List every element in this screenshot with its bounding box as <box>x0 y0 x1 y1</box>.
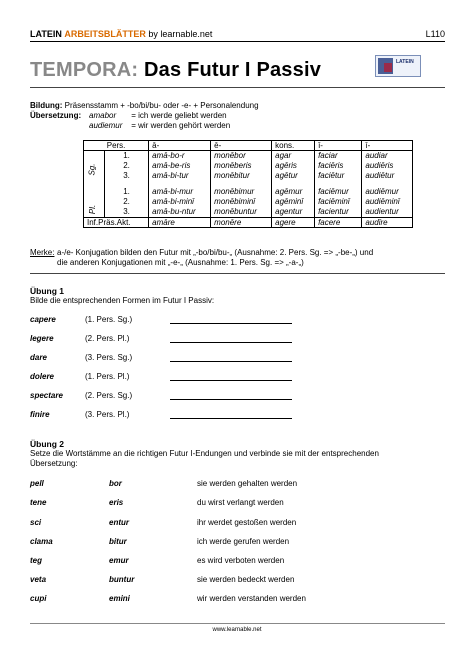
table-row-plural <box>84 181 413 218</box>
uebung2-stem[interactable]: clama <box>30 537 53 546</box>
uebung1-instruction: Bilde die entsprechenden Formen im Futur I Passiv: <box>30 296 215 305</box>
plural-persons: 1. 2. 3. <box>105 181 149 218</box>
example-text-1: = ich werde geliebt werden <box>131 111 227 120</box>
uebung1-word: dolere <box>30 372 55 381</box>
infinitive-i: facere <box>315 218 362 228</box>
number-label-cell <box>84 151 105 218</box>
table-header-a: ā- <box>149 141 211 151</box>
uebung1-item <box>30 410 300 422</box>
table-header-i-2: ī- <box>362 141 413 151</box>
header-by: by learnable.net <box>148 29 213 39</box>
table-header-pers: Pers. <box>84 141 149 151</box>
merke-line-2: die anderen Konjugationen mit „-e-„ (Ausnahme: 1. Pers. Sg. => „-a-„) <box>57 258 304 267</box>
uebung1-item <box>30 315 300 327</box>
footer-url: www.learnable.net <box>212 627 262 633</box>
uebung1-item <box>30 334 300 346</box>
title-futur: Das Futur I Passiv <box>144 59 322 81</box>
form-e-plural: monēbimur monēbiminī monēbuntur <box>211 181 272 218</box>
singular-persons: 1. 2. 3. <box>105 151 149 182</box>
example-word-1: amabor <box>89 111 117 120</box>
bildung-line <box>30 101 259 110</box>
title-divider <box>30 87 445 88</box>
uebung2-translation[interactable]: sie werden gehalten werden <box>197 479 298 488</box>
uebung2-title: Übung 2 <box>30 439 64 449</box>
header-latein: LATEIN <box>30 29 62 39</box>
uebung2-instruction-1: Setze die Wortstämme an die richtigen Futur I-Endungen und verbinde sie mit der entsprechenden <box>30 449 379 458</box>
example-word-2: audiemur <box>89 121 123 130</box>
form-kons-plural: agēmur agēminī agentur <box>272 181 315 218</box>
form-i2-plural: audiēmur audiēminī audientur <box>362 181 413 218</box>
form-a-singular: amā-bo-r amā-be-ris amā-bi-tur <box>149 151 211 182</box>
answer-line[interactable] <box>170 380 292 381</box>
table-row-infinitive <box>84 218 413 228</box>
uebung2-row <box>30 556 410 568</box>
uebung2-stem[interactable]: sci <box>30 518 42 527</box>
uebung2-ending[interactable]: emini <box>109 594 130 603</box>
logo-text: LATEIN <box>396 59 414 65</box>
uebung2-row <box>30 498 410 510</box>
learnable-logo <box>375 55 421 77</box>
singular-label: Sg. <box>87 163 97 176</box>
uebung2-translation[interactable]: sie werden bedeckt werden <box>197 575 295 584</box>
uebung1-person: (1. Pers. Sg.) <box>85 315 133 324</box>
page-title <box>30 59 321 82</box>
answer-line[interactable] <box>170 418 292 419</box>
uebung2-row <box>30 575 410 587</box>
uebung1-item <box>30 353 300 365</box>
uebung2-translation[interactable]: ich werde gerufen werden <box>197 537 290 546</box>
table-header-e: ē- <box>211 141 272 151</box>
merke-line-1: a-/e- Konjugation bilden den Futur mit „-bo/bi/bu-„ (Ausnahme: 2. Pers. Sg. => „-be-„) und <box>57 248 374 257</box>
uebung2-translation[interactable]: wir werden verstanden werden <box>197 594 306 603</box>
form-i-plural: faciēmur faciēminī facientur <box>315 181 362 218</box>
uebung1-item <box>30 391 300 403</box>
form-e-singular: monēbor monēberis monēbitur <box>211 151 272 182</box>
conjugation-table <box>83 140 413 228</box>
page-header <box>30 29 445 39</box>
uebung1-person: (1. Pers. Pl.) <box>85 372 130 381</box>
infinitive-kons: agere <box>272 218 315 228</box>
uebung2-ending[interactable]: bitur <box>109 537 127 546</box>
infinitive-label: Inf.Präs.Akt. <box>84 218 149 228</box>
answer-line[interactable] <box>170 399 292 400</box>
infinitive-e: monēre <box>211 218 272 228</box>
uebung2-row <box>30 518 410 530</box>
uebung1-word: legere <box>30 334 54 343</box>
uebung2-stem[interactable]: cupi <box>30 594 47 603</box>
uebung2-ending[interactable]: entur <box>109 518 129 527</box>
footer-divider <box>30 623 445 624</box>
uebung1-title: Übung 1 <box>30 286 64 296</box>
uebung2-ending[interactable]: eris <box>109 498 124 507</box>
uebung2-stem[interactable]: veta <box>30 575 47 584</box>
uebung1-person: (2. Pers. Pl.) <box>85 334 130 343</box>
infinitive-i2: audīre <box>362 218 413 228</box>
uebung1-person: (3. Pers. Pl.) <box>85 410 130 419</box>
answer-line[interactable] <box>170 323 292 324</box>
bildung-label: Bildung: <box>30 101 63 110</box>
bildung-text: Präsensstamm + -bo/bi/bu- oder -e- + Personalendung <box>64 101 259 110</box>
header-arbeitsblaetter: ARBEITSBLÄTTER <box>64 29 146 39</box>
form-a-plural: amā-bi-mur amā-bi-minī amā-bu-ntur <box>149 181 211 218</box>
merke-label: Merke: <box>30 248 55 257</box>
title-tempora: TEMPORA: <box>30 59 139 81</box>
logo-image <box>378 58 393 74</box>
form-i-singular: faciar faciēris faciētur <box>315 151 362 182</box>
table-header-kons: kons. <box>272 141 315 151</box>
uebung2-stem[interactable]: teg <box>30 556 42 565</box>
answer-line[interactable] <box>170 361 292 362</box>
uebung1-person: (3. Pers. Sg.) <box>85 353 133 362</box>
uebung2-stem[interactable]: tene <box>30 498 47 507</box>
uebung2-instruction-2: Übersetzung: <box>30 459 78 468</box>
uebung1-item <box>30 372 300 384</box>
uebung1-word: dare <box>30 353 47 362</box>
uebung2-translation[interactable]: ihr werdet gestoßen werden <box>197 518 297 527</box>
example-text-2: = wir werden gehört werden <box>131 121 231 130</box>
uebung2-ending[interactable]: emur <box>109 556 129 565</box>
table-row-singular <box>84 151 413 182</box>
uebung2-ending[interactable]: bor <box>109 479 122 488</box>
uebung2-row <box>30 537 410 549</box>
page-code: L110 <box>425 29 445 39</box>
answer-line[interactable] <box>170 342 292 343</box>
uebung2-row <box>30 479 410 491</box>
uebung1-person: (2. Pers. Sg.) <box>85 391 133 400</box>
header-divider <box>30 41 445 42</box>
uebung2-row <box>30 594 410 606</box>
uebersetzung-example-2 <box>89 121 230 130</box>
plural-label: Pl. <box>88 204 98 215</box>
uebung1-word: finire <box>30 410 50 419</box>
merke-divider <box>30 273 445 274</box>
uebung2-translation[interactable]: du wirst verlangt werden <box>197 498 284 507</box>
uebung2-ending[interactable]: buntur <box>109 575 135 584</box>
uebung1-word: capere <box>30 315 56 324</box>
infinitive-a: amāre <box>149 218 211 228</box>
table-header-row <box>84 141 413 151</box>
uebersetzung-example-1 <box>89 111 227 120</box>
form-i2-singular: audiar audiēris audiētur <box>362 151 413 182</box>
table-header-i: ī- <box>315 141 362 151</box>
uebung1-word: spectare <box>30 391 63 400</box>
form-kons-singular: agar agēris agētur <box>272 151 315 182</box>
uebersetzung-label: Übersetzung: <box>30 111 82 120</box>
uebung2-translation[interactable]: es wird verboten werden <box>197 556 285 565</box>
uebung2-stem[interactable]: pell <box>30 479 44 488</box>
